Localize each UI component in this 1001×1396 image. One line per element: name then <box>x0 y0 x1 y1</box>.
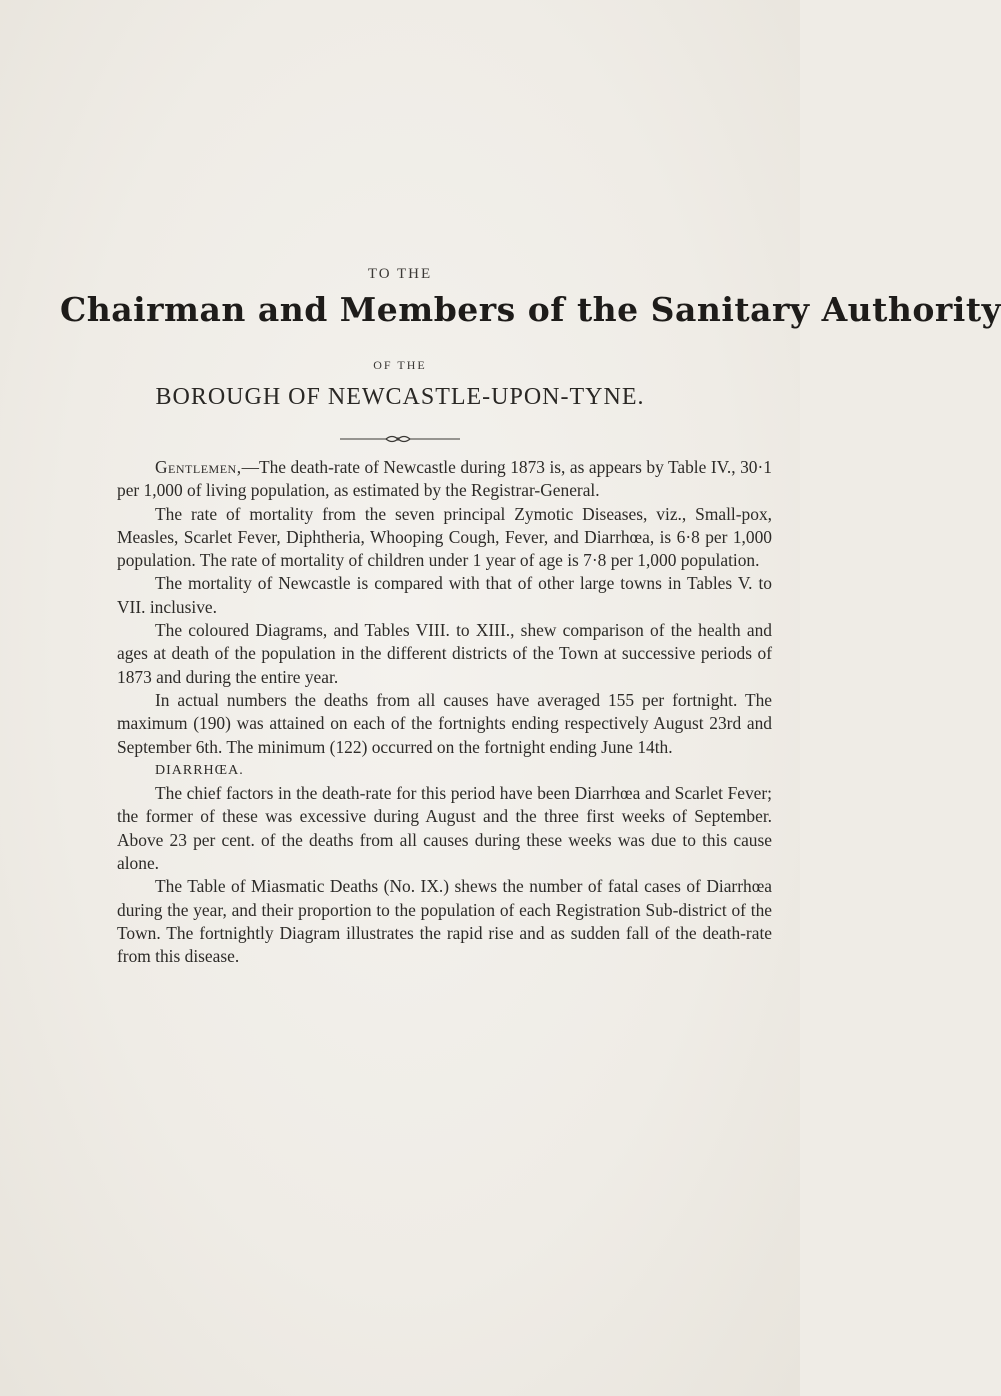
dedication-of-the: OF THE <box>373 358 427 372</box>
paragraph-chief-factors: The chief factors in the death-rate for this period have been Diarrhœa and Scarlet Fever; the former of these was excessive during August and the three first weeks of September. Above 23 per cent. of the deaths from all causes during these weeks was due to this cause alone. <box>117 783 772 874</box>
paragraph-death-rate <box>117 456 772 503</box>
dedication-to-the: TO THE <box>367 266 433 282</box>
paragraph-death-rate-text: —The death-rate of Newcastle during 1873 is, as appears by Table IV., 30·1 per 1,000 of living population, as estimated by the Registrar-General. <box>117 457 772 501</box>
paragraph-miasmatic: The Table of Miasmatic Deaths (No. IX.) shews the number of fatal cases of Diarrhœa during the year, and their proportion to the population of each Registration Sub-district of the Town. The fortnightly Diagram illustrates the rapid rise and as sudden fall of the death-rate from this disease. <box>117 876 772 967</box>
salutation: Gentlemen, <box>155 457 242 477</box>
paragraph-diagrams: The coloured Diagrams, and Tables VIII. to XIII., shew comparison of the health and ages at death of the population in the different districts of the Town at successive periods of 1873 and during the entire year. <box>117 620 772 687</box>
borough-title: BOROUGH OF NEWCASTLE-UPON-TYNE. <box>155 384 645 410</box>
dedication-title: Chairman and Members of the Sanitary Authority <box>60 290 1001 329</box>
ornament-divider-icon <box>340 433 460 445</box>
section-heading-diarrhoea: DIARRHŒA. <box>155 762 244 778</box>
paragraph-comparison: The mortality of Newcastle is compared with that of other large towns in Tables V. to VII. inclusive. <box>117 573 772 617</box>
report-body <box>117 456 772 969</box>
paragraph-zymotic: The rate of mortality from the seven principal Zymotic Diseases, viz., Small-pox, Measles, Scarlet Fever, Diphtheria, Whooping Cough, Fever, and Diarrhœa, is 6·8 per 1,000 population. The rate of mortality of children under 1 year of age is 7·8 per 1,000 population. <box>117 503 772 571</box>
paragraph-actual-numbers: In actual numbers the deaths from all causes have averaged 155 per fortnight. The maximum (190) was attained on each of the fortnights ending respectively August 23rd and September 6th. The minimum (122) occurred on the fortnight ending June 14th. <box>117 689 772 757</box>
